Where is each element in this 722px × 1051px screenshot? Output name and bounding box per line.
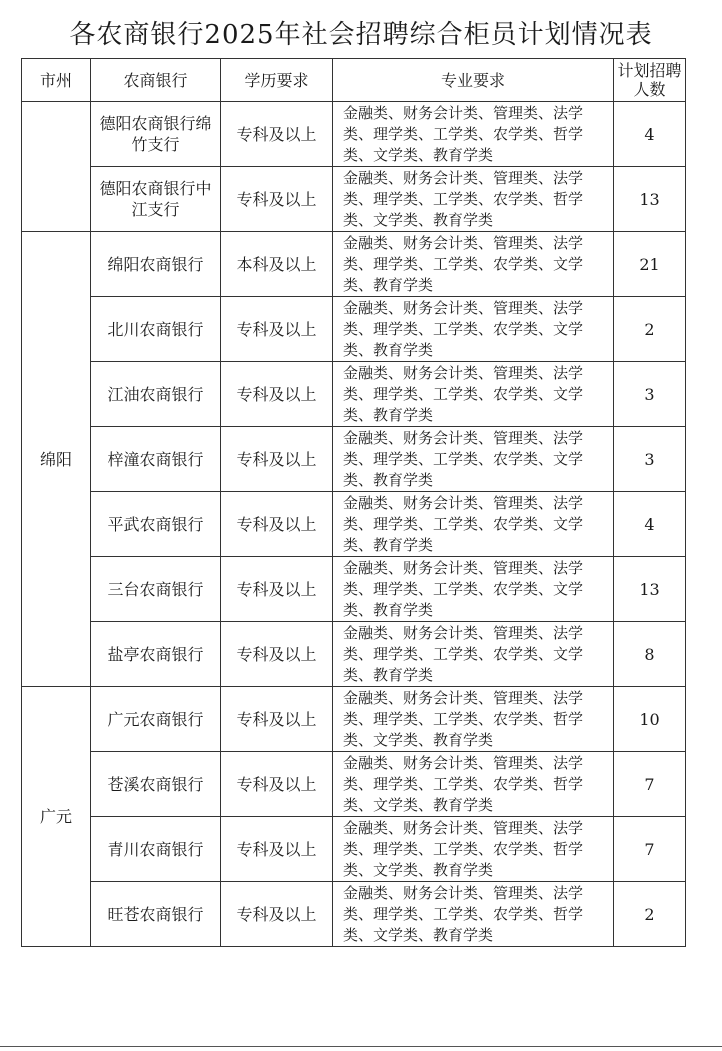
education-cell: 专科及以上 [221,362,333,427]
bank-cell [91,752,221,817]
education-cell: 专科及以上 [221,167,333,232]
education-cell: 专科及以上 [221,492,333,557]
recruitment-plan-table [21,58,686,947]
page-title: 各农商银行2025年社会招聘综合柜员计划情况表 [69,20,653,50]
header-bank: 农商银行 [91,59,221,102]
major-cell: 金融类、财务会计类、管理类、法学类、理学类、工学类、农学类、哲学类、文学类、教育学类 [333,687,614,752]
education-cell: 专科及以上 [221,427,333,492]
bank-name: 盐亭农商银行 [107,644,204,664]
education-cell: 专科及以上 [221,817,333,882]
table-row [22,752,686,817]
table-row [22,882,686,947]
table-row [22,622,686,687]
table-header-row [22,59,686,102]
major-cell: 金融类、财务会计类、管理类、法学类、理学类、工学类、农学类、哲学类、文学类、教育学类 [333,167,614,232]
education-cell: 专科及以上 [221,687,333,752]
headcount-cell: 13 [614,167,686,232]
headcount-cell: 7 [614,752,686,817]
headcount-cell: 3 [614,427,686,492]
education-cell: 专科及以上 [221,557,333,622]
bank-name: 青川农商银行 [107,839,204,859]
education-cell: 专科及以上 [221,752,333,817]
major-cell: 金融类、财务会计类、管理类、法学类、理学类、工学类、农学类、文学类、教育学类 [333,297,614,362]
bank-name: 梓潼农商银行 [107,449,204,469]
city-cell: 绵阳 [22,232,91,687]
headcount-cell: 3 [614,362,686,427]
table-row [22,362,686,427]
bank-name: 苍溪农商银行 [107,774,204,794]
header-headcount-label: 计划招聘人数 [617,61,682,99]
bank-name: 平武农商银行 [107,514,204,534]
education-cell: 专科及以上 [221,297,333,362]
headcount-cell: 2 [614,297,686,362]
table-row [22,232,686,297]
bank-cell [91,687,221,752]
major-cell: 金融类、财务会计类、管理类、法学类、理学类、工学类、农学类、文学类、教育学类 [333,622,614,687]
major-cell: 金融类、财务会计类、管理类、法学类、理学类、工学类、农学类、文学类、教育学类 [333,492,614,557]
header-city: 市州 [22,59,91,102]
headcount-cell: 8 [614,622,686,687]
table-row [22,427,686,492]
headcount-cell: 2 [614,882,686,947]
city-cell [22,102,91,232]
bank-name: 北川农商银行 [107,319,204,339]
bank-cell [91,882,221,947]
major-cell: 金融类、财务会计类、管理类、法学类、理学类、工学类、农学类、哲学类、文学类、教育学类 [333,102,614,167]
major-cell: 金融类、财务会计类、管理类、法学类、理学类、工学类、农学类、文学类、教育学类 [333,427,614,492]
bank-name: 旺苍农商银行 [107,904,204,924]
page-bottom-divider [0,1046,722,1047]
education-cell: 本科及以上 [221,232,333,297]
header-education: 学历要求 [221,59,333,102]
table-row [22,687,686,752]
bank-cell [91,362,221,427]
major-cell: 金融类、财务会计类、管理类、法学类、理学类、工学类、农学类、哲学类、文学类、教育学类 [333,882,614,947]
education-cell: 专科及以上 [221,622,333,687]
headcount-cell: 4 [614,492,686,557]
table-row [22,167,686,232]
bank-cell [91,557,221,622]
major-cell: 金融类、财务会计类、管理类、法学类、理学类、工学类、农学类、文学类、教育学类 [333,232,614,297]
major-cell: 金融类、财务会计类、管理类、法学类、理学类、工学类、农学类、哲学类、文学类、教育学类 [333,817,614,882]
bank-cell [91,622,221,687]
table-row [22,297,686,362]
headcount-cell: 7 [614,817,686,882]
bank-name: 江油农商银行 [107,384,204,404]
education-cell: 专科及以上 [221,102,333,167]
bank-cell [91,817,221,882]
table-body [22,102,686,947]
education-cell: 专科及以上 [221,882,333,947]
headcount-cell: 13 [614,557,686,622]
bank-name: 绵阳农商银行 [107,254,204,274]
header-major: 专业要求 [333,59,614,102]
bank-cell [91,102,221,167]
headcount-cell: 10 [614,687,686,752]
bank-cell [91,297,221,362]
table-row [22,492,686,557]
bank-name: 德阳农商银行中江支行 [99,179,212,219]
bank-name: 广元农商银行 [107,709,204,729]
table-row [22,817,686,882]
bank-cell [91,492,221,557]
table-row [22,102,686,167]
major-cell: 金融类、财务会计类、管理类、法学类、理学类、工学类、农学类、哲学类、文学类、教育学类 [333,752,614,817]
major-cell: 金融类、财务会计类、管理类、法学类、理学类、工学类、农学类、文学类、教育学类 [333,557,614,622]
table-row [22,557,686,622]
headcount-cell: 21 [614,232,686,297]
header-headcount [614,59,686,102]
bank-cell [91,427,221,492]
headcount-cell: 4 [614,102,686,167]
bank-cell [91,232,221,297]
bank-cell [91,167,221,232]
bank-name: 三台农商银行 [107,579,204,599]
city-cell: 广元 [22,687,91,947]
bank-name: 德阳农商银行绵竹支行 [99,114,212,154]
major-cell: 金融类、财务会计类、管理类、法学类、理学类、工学类、农学类、文学类、教育学类 [333,362,614,427]
